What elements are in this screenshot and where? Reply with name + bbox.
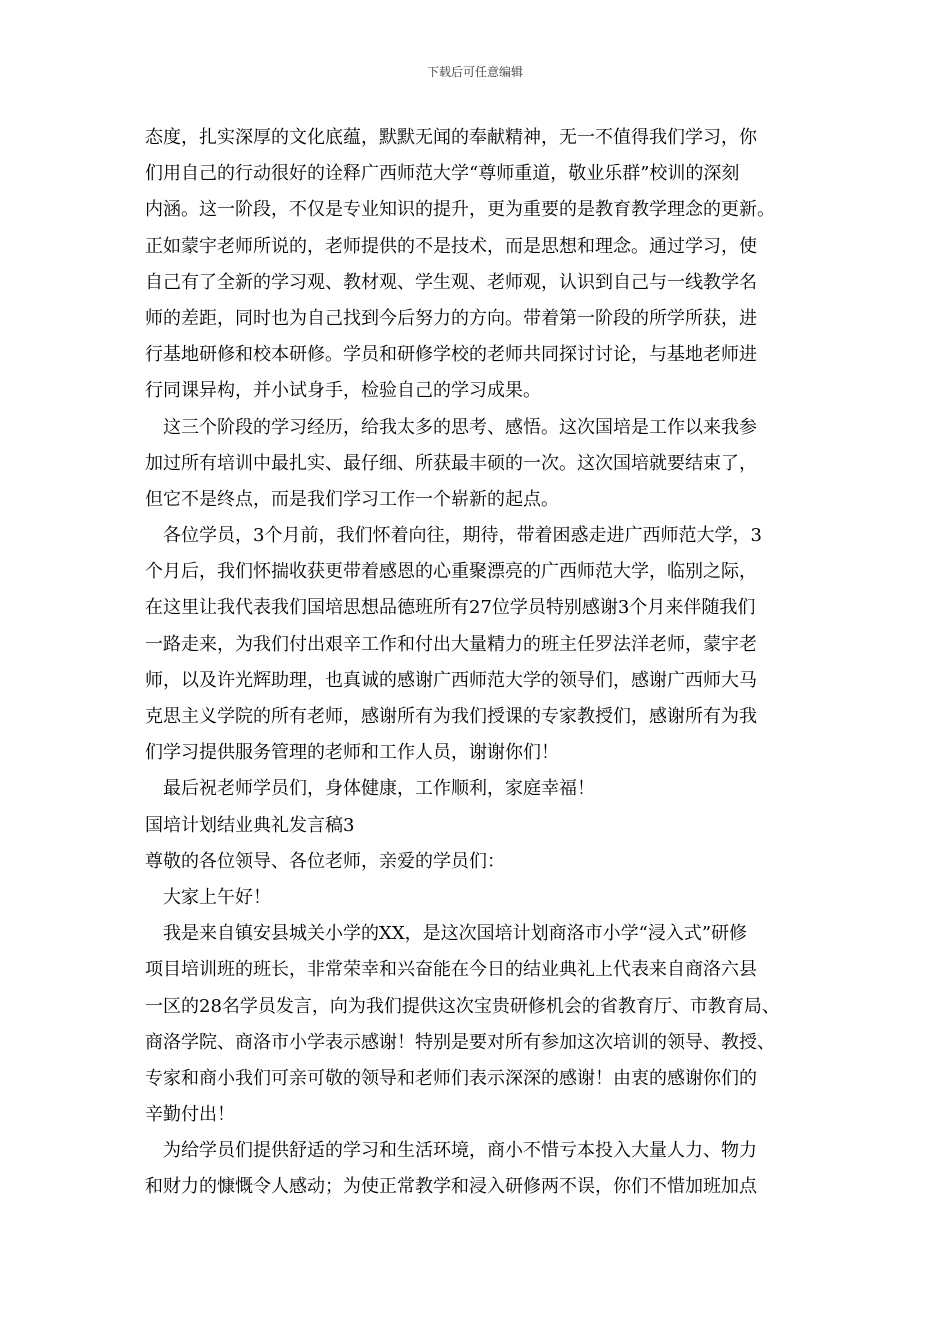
section-title: 国培计划结业典礼发言稿3 [145,814,355,836]
text-line: 这三个阶段的学习经历，给我太多的思考、感悟。这次国培是工作以来我参 [145,416,757,438]
text-line: 大家上午好！ [145,886,271,908]
text-line: 正如蒙宇老师所说的，老师提供的不是技术，而是思想和理念。通过学习，使 [145,235,757,257]
text-line: 最后祝老师学员们，身体健康，工作顺利，家庭幸福！ [145,778,595,800]
text-line: 师的差距，同时也为自己找到今后努力的方向。带着第一阶段的所学所获，进 [145,307,757,329]
text-line: 们学习提供服务管理的老师和工作人员，谢谢你们！ [145,742,559,764]
text-line: 内涵。这一阶段，不仅是专业知识的提升，更为重要的是教育教学理念的更新。 [145,199,775,221]
text-line: 尊敬的各位领导、各位老师，亲爱的学员们： [145,850,505,872]
text-line: 们用自己的行动很好的诠释广西师范大学“尊师重道，敬业乐群”校训的深刻 [145,163,740,185]
text-line: 但它不是终点，而是我们学习工作一个崭新的起点。 [145,488,559,510]
text-line: 专家和商小我们可亲可敬的领导和老师们表示深深的感谢！由衷的感谢你们的 [145,1067,757,1089]
text-line: 各位学员，3个月前，我们怀着向往，期待，带着困惑走进广西师范大学，3 [145,525,762,547]
text-line: 和财力的慷慨令人感动；为使正常教学和浸入研修两不误，你们不惜加班加点 [145,1176,757,1198]
text-line: 为给学员们提供舒适的学习和生活环境，商小不惜亏本投入大量人力、物力 [145,1140,757,1162]
text-line: 在这里让我代表我们国培思想品德班所有27位学员特别感谢3个月来伴随我们 [145,597,756,619]
text-line: 自己有了全新的学习观、教材观、学生观、老师观，认识到自己与一线教学名 [145,271,757,293]
text-line: 师，以及许光辉助理，也真诚的感谢广西师范大学的领导们，感谢广西师大马 [145,669,757,691]
document-body [145,120,810,1206]
text-line: 态度，扎实深厚的文化底蕴，默默无闻的奉献精神，无一不值得我们学习，你 [145,127,757,148]
text-line: 行同课异构，并小试身手，检验自己的学习成果。 [145,380,541,402]
text-line: 克思主义学院的所有老师，感谢所有为我们授课的专家教授们，感谢所有为我 [145,706,757,727]
text-line: 辛勤付出！ [145,1104,235,1126]
text-line: 一路走来，为我们付出艰辛工作和付出大量精力的班主任罗法洋老师，蒙宇老 [145,633,757,655]
text-line: 行基地研修和校本研修。学员和研修学校的老师共同探讨讨论，与基地老师进 [145,344,757,366]
text-line: 加过所有培训中最扎实、最仔细、所获最丰硕的一次。这次国培就要结束了， [145,452,757,474]
page-header: 下载后可任意编辑 [426,65,523,79]
text-line: 一区的28名学员发言，向为我们提供这次宝贵研修机会的省教育厅、市教育局、 [145,995,780,1017]
text-line: 个月后，我们怀揣收获更带着感恩的心重聚漂亮的广西师范大学，临别之际， [145,561,757,583]
text-line: 我是来自镇安县城关小学的XX，是这次国培计划商洛市小学“浸入式”研修 [145,923,748,945]
text-line: 项目培训班的班长，非常荣幸和兴奋能在今日的结业典礼上代表来自商洛六县 [145,959,757,981]
text-line: 商洛学院、商洛市小学表示感谢！特别是要对所有参加这次培训的领导、教授、 [145,1031,775,1053]
